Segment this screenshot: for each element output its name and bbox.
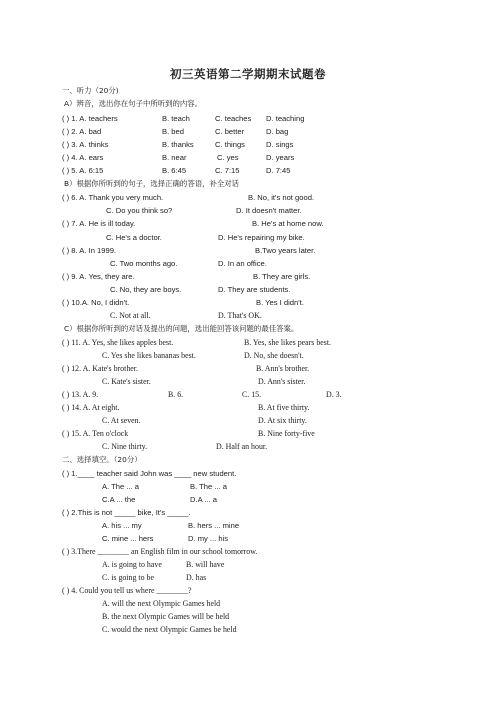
option-d: D. Ann's sister. <box>258 377 306 386</box>
option-c: C.A ... the <box>102 495 136 504</box>
option-d: D. bag <box>266 127 289 136</box>
option-b: B. will have <box>186 560 225 569</box>
option-a: A. The ... a <box>102 482 140 491</box>
option-c: C. 15. <box>242 390 262 399</box>
option-b: B. They are girls. <box>253 272 311 281</box>
option-b: B. 6:45 <box>162 166 187 175</box>
question-text: ( ) 12. A. Kate's brother. <box>62 364 138 373</box>
option-c: C. yes <box>217 153 239 162</box>
option-d: D. It doesn't matter. <box>236 206 302 215</box>
option-b: B. thanks <box>162 140 194 149</box>
question-number: ( ) 3. A. thinks <box>62 140 109 149</box>
option-d: D. my ... his <box>188 534 229 543</box>
option-b: B. 6. <box>168 390 184 399</box>
part-c-instruction: C）根据你所听到的对话及提出的问题，选出能回答该问题的最佳答案。 <box>64 324 299 333</box>
question-text: ( ) 8. A. In 1999. <box>62 246 117 255</box>
question-text: ( ) 15. A. Ten o'clock <box>62 429 129 438</box>
question-text: ( ) 6. A. Thank you very much. <box>62 193 164 202</box>
option-d: D. Half an hour. <box>216 442 268 451</box>
option-d: D. has <box>186 573 207 582</box>
option-c: C. mine ... hers <box>102 534 154 543</box>
option-d: D. years <box>266 153 295 162</box>
option-b: B. No, it's not good. <box>248 193 315 202</box>
option-d: D. He's repairing my bike. <box>218 233 305 242</box>
option-c: C. Yes she likes bananas best. <box>102 351 196 360</box>
option-c: C. would the next Olympic Games be held <box>102 625 237 634</box>
option-b: B. the next Olympic Games will be held <box>102 612 230 621</box>
option-c: C. Not at all. <box>110 311 151 320</box>
option-b: B. near <box>162 153 187 162</box>
option-d: D. teaching <box>266 114 305 123</box>
option-c: C. 7:15 <box>215 166 240 175</box>
option-c: C. At seven. <box>102 416 141 425</box>
option-b: B.Two years later. <box>255 246 316 255</box>
option-b: B. At five thirty. <box>258 403 310 412</box>
question-number: ( ) 5. A. 6:15 <box>62 166 104 175</box>
page-title: 初三英语第二学期期末试题卷 <box>170 67 326 81</box>
question-number: ( ) 4. A. ears <box>62 153 104 162</box>
option-b: B. He's at home now. <box>252 219 324 228</box>
option-c: C. better <box>215 127 245 136</box>
option-a: A. is going to have <box>102 560 162 569</box>
question-text: ( ) 10.A. No, I didn't. <box>62 298 130 307</box>
option-c: C. Nine thirty. <box>102 442 148 451</box>
option-c: C. is going to be <box>102 573 154 582</box>
section-heading: 二、选择填空。（20分） <box>62 455 142 464</box>
question-text: ( ) 9. A. Yes, they are. <box>62 272 135 281</box>
option-a: A. his ... my <box>102 521 142 530</box>
option-d: D. 3. <box>326 390 342 399</box>
option-c: C. Kate's sister. <box>102 377 151 386</box>
option-c: C. Do you think so? <box>106 206 173 215</box>
part-b-instruction: B）根据你所听到的句子，选择正确的答语，补全对话 <box>64 179 240 188</box>
option-d: D. That's OK. <box>218 311 262 320</box>
question-text: ( ) 3.There ________ an English film in our school tomorrow. <box>62 547 258 556</box>
option-d: D. No, she doesn't. <box>244 351 304 360</box>
question-number: ( ) 1. A. teachers <box>62 114 118 123</box>
option-c: C. No, they are boys. <box>110 285 182 294</box>
option-c: C. things <box>215 140 245 149</box>
option-d: D. At six thirty. <box>258 416 307 425</box>
question-text: ( ) 2.This is not _____ bike, It's _____. <box>62 508 191 517</box>
option-b: B. The ... a <box>190 482 228 491</box>
option-d: D.A ... a <box>190 495 218 504</box>
question-text: ( ) 13. A. 9. <box>62 390 99 399</box>
question-text: ( ) 14. A. At eight. <box>62 403 120 412</box>
option-a: A. will the next Olympic Games held <box>102 599 221 608</box>
option-d: D. 7:45 <box>266 166 291 175</box>
option-c: C. He's a doctor. <box>106 233 162 242</box>
option-c: C. teaches <box>215 114 252 123</box>
part-a-instruction: A）辨音，选出你在句子中所听到的内容。 <box>64 99 203 108</box>
option-b: B. Yes, she likes pears best. <box>244 338 332 347</box>
section-heading: 一、听力（20分) <box>62 86 119 95</box>
option-b: B. bed <box>162 127 184 136</box>
question-text: ( ) 11. A. Yes, she likes apples best. <box>62 338 174 347</box>
option-d: D. sings <box>266 140 294 149</box>
option-d: D. They are students. <box>218 285 291 294</box>
question-number: ( ) 2. A. bad <box>62 127 102 136</box>
option-c: C. Two months ago. <box>110 259 178 268</box>
option-b: B. teach <box>162 114 190 123</box>
option-b: B. hers ... mine <box>188 521 240 530</box>
option-b: B. Nine forty-five <box>258 429 315 438</box>
option-b: B. Yes I didn't. <box>256 298 304 307</box>
question-text: ( ) 7. A. He is ill today. <box>62 219 136 228</box>
question-text: ( ) 4. Could you tell us where ________? <box>62 586 192 595</box>
option-b: B. Ann's brother. <box>256 364 310 373</box>
question-text: ( ) 1.____ teacher said John was ____ new student. <box>62 469 237 478</box>
option-d: D. In an office. <box>218 259 267 268</box>
